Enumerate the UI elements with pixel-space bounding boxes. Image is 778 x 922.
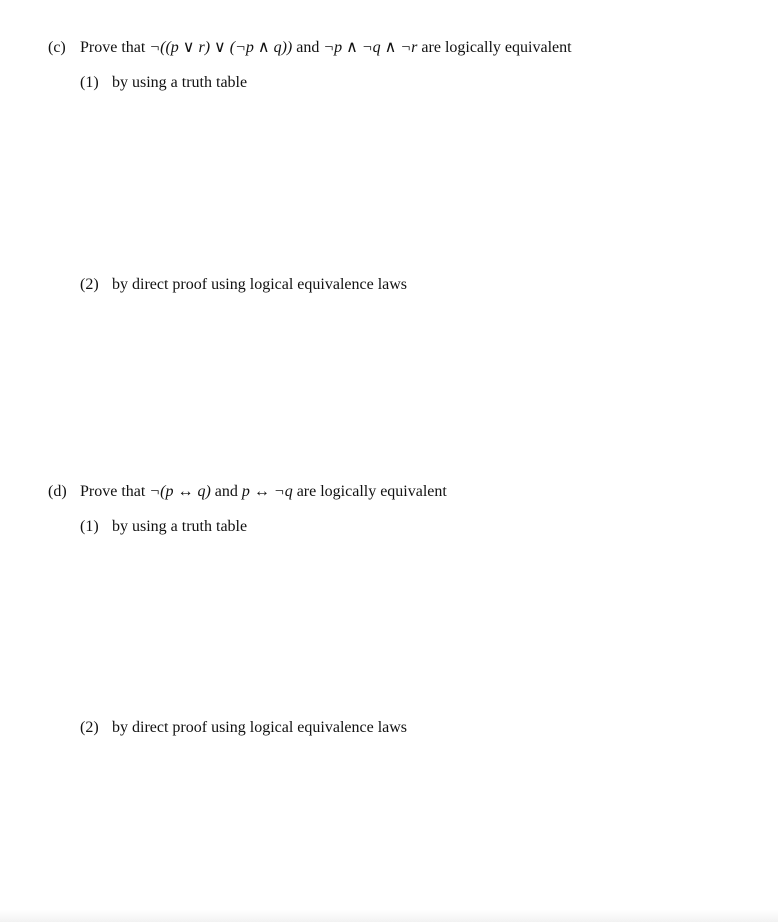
question-prefix: Prove that — [80, 39, 146, 56]
conjunction-text: and — [296, 39, 320, 56]
question-d-part-2 — [80, 718, 407, 738]
part-text: by direct proof using logical equivalence laws — [112, 719, 408, 736]
logical-expression-1: ¬((p ∨ r) ∨ (¬p ∧ q)) — [149, 39, 293, 56]
question-suffix: are logically equivalent — [421, 39, 572, 56]
question-c-part-1 — [80, 73, 247, 93]
part-text: by direct proof using logical equivalence laws — [112, 276, 408, 293]
part-label: (2) — [80, 719, 99, 736]
logical-expression-1: ¬(p ↔ q) — [149, 483, 211, 500]
question-d — [48, 482, 447, 502]
question-d-part-1 — [80, 517, 247, 537]
logical-expression-2: p ↔ ¬q — [241, 483, 293, 500]
part-text: by using a truth table — [112, 518, 248, 535]
question-c-part-2 — [80, 275, 407, 295]
page-bottom-shade — [0, 910, 778, 922]
question-c — [48, 38, 572, 58]
part-label: (2) — [80, 276, 99, 293]
question-prefix: Prove that — [80, 483, 146, 500]
logical-expression-2: ¬p ∧ ¬q ∧ ¬r — [323, 39, 418, 56]
question-label: (d) — [48, 483, 67, 500]
conjunction-text: and — [214, 483, 238, 500]
question-suffix: are logically equivalent — [296, 483, 447, 500]
question-label: (c) — [48, 39, 66, 56]
part-label: (1) — [80, 518, 99, 535]
part-label: (1) — [80, 74, 99, 91]
part-text: by using a truth table — [112, 74, 248, 91]
